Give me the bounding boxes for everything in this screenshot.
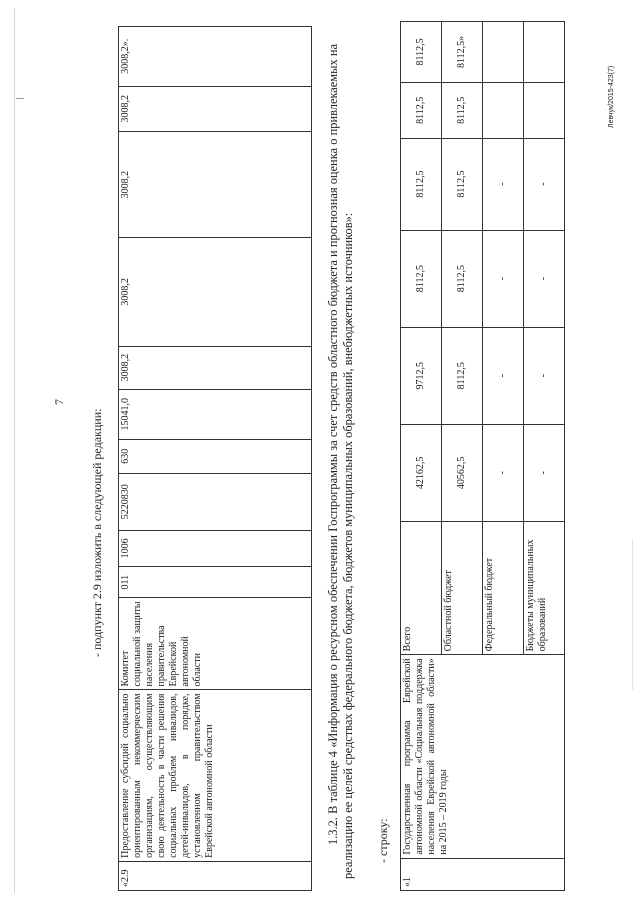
page-number: 7	[52, 399, 66, 405]
value-cell: 3008,2».	[119, 27, 312, 87]
value-cell: 3008,2	[119, 238, 312, 346]
value-cell: -	[524, 230, 565, 327]
rzpr-code: 1006	[119, 530, 312, 566]
csr-code: 5220830	[119, 473, 312, 530]
value-cell: -	[483, 327, 524, 424]
value-cell: -	[483, 138, 524, 230]
value-cell: 40562,5	[442, 424, 483, 521]
scan-border-line	[632, 540, 633, 690]
value-cell: 3008,2	[119, 86, 312, 131]
value-cell	[483, 82, 524, 138]
value-cell: 8112,5	[401, 230, 442, 327]
value-cell: 42162,5	[401, 424, 442, 521]
value-cell: 8112,5	[442, 82, 483, 138]
subsection-table	[118, 26, 312, 891]
program-name: Государственная программа Еврейской автономной области «Социальная поддержка населения Еврейской автономной области» на 2015 – 2019 годы	[401, 655, 565, 858]
grbs-code: 011	[119, 566, 312, 597]
value-cell: -	[524, 327, 565, 424]
value-cell: 8112,5	[442, 138, 483, 230]
value-cell: 8112,5	[442, 230, 483, 327]
value-cell: 3008,2	[119, 346, 312, 389]
row-number: «2.9	[119, 861, 312, 890]
paragraph-1-3-2	[326, 44, 356, 879]
value-cell: -	[524, 424, 565, 521]
funding-source: Федеральный бюджет	[483, 521, 524, 654]
funding-source: Всего	[401, 521, 442, 654]
footer-code: Левчук/2015-423(7)	[608, 65, 615, 128]
intro-line: - подпункт 2.9 изложить в следующей редакции:	[90, 408, 104, 657]
value-cell	[524, 82, 565, 138]
value-cell: 8112,5	[401, 138, 442, 230]
measure-name: Предоставление субсидий социально ориентированным некоммерческим организациям, осуществляющим свою деятельность в части решения социальных проблем инвалидов, детей-инвалидов, в порядке, установленном правительством Еврейской автономной области	[119, 690, 312, 861]
value-cell: 8112,5»	[442, 22, 483, 83]
resource-table	[400, 21, 565, 891]
value-cell: 15041,0	[119, 389, 312, 439]
value-cell: 9712,5	[401, 327, 442, 424]
funding-source: Областной бюджет	[442, 521, 483, 654]
row-number: «1	[401, 858, 565, 890]
value-cell: 8112,5	[401, 82, 442, 138]
table-row	[401, 22, 442, 891]
table-row	[119, 27, 312, 891]
stroku-label: - строку:	[376, 818, 390, 863]
vr-code: 630	[119, 439, 312, 473]
paragraph-text: 1.3.2. В таблице 4 «Информация о ресурсном обеспечении Госпрограммы за счет средств областного бюджета и прогнозная оценка о привлекаемых на реализацию ее целей средствах федерального бюджета, бюджетов муниципальных образований, внебюджетных источников»:	[326, 44, 355, 879]
funding-source: Бюджеты муниципальных образований	[524, 521, 565, 654]
value-cell: -	[483, 230, 524, 327]
value-cell: 8112,5	[401, 22, 442, 83]
value-cell: -	[483, 424, 524, 521]
value-cell	[483, 22, 524, 83]
value-cell: -	[524, 138, 565, 230]
value-cell: 3008,2	[119, 132, 312, 238]
executor: Комитет социальной защиты населения правительства Еврейской автономной области	[119, 598, 312, 690]
value-cell	[524, 22, 565, 83]
rotated-page	[8, 2, 628, 897]
value-cell: 8112,5	[442, 327, 483, 424]
